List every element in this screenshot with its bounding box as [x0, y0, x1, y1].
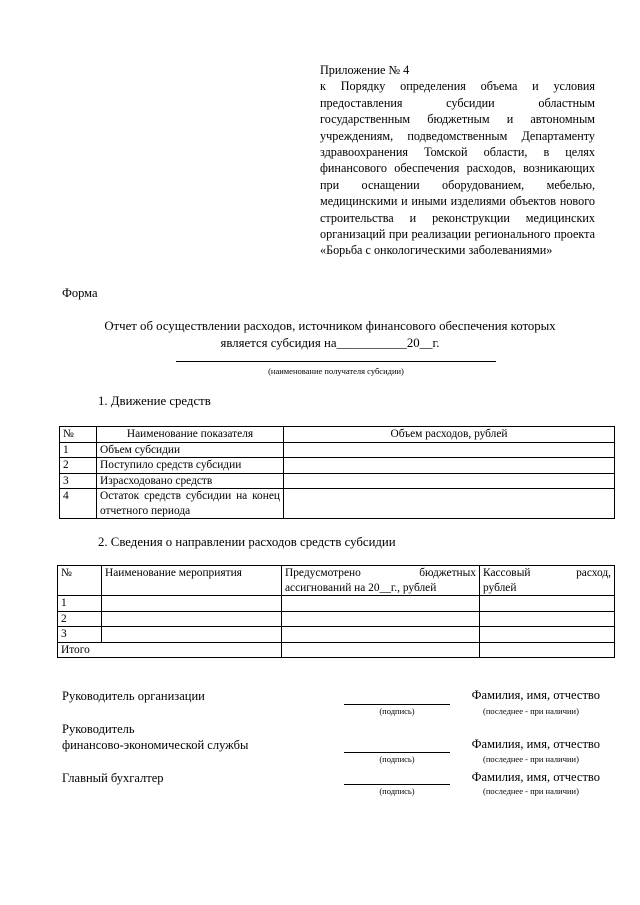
signature-label-chief-accountant: Главный бухгалтер: [62, 771, 164, 785]
total-row: [58, 642, 615, 658]
header-cash-word2: расход,: [576, 567, 611, 579]
row-num: 4: [60, 489, 97, 519]
row-name: Израсходовано средств: [97, 473, 284, 489]
recipient-name-line: [176, 361, 496, 362]
expense-directions-table: [57, 565, 615, 658]
signature-line-finance-head: [344, 752, 450, 753]
header-indicator: Наименование показателя: [97, 427, 284, 443]
row-value-cell: [284, 458, 615, 474]
fio-director: Фамилия, имя, отчество: [471, 688, 600, 702]
table-row: [60, 473, 615, 489]
signature-label-finance-head: [62, 721, 248, 753]
row-value-cell: [284, 442, 615, 458]
row-name: Объем субсидии: [97, 442, 284, 458]
fio-finance-head: Фамилия, имя, отчество: [471, 737, 600, 751]
fio-chief-accountant: Фамилия, имя, отчество: [471, 770, 600, 784]
form-label: Форма: [62, 286, 98, 300]
header-expense-volume: Объем расходов, рублей: [284, 427, 615, 443]
header-planned-word1: Предусмотрено: [285, 567, 361, 579]
table-row: [58, 596, 615, 612]
header-planned-word2: бюджетных: [419, 567, 476, 579]
row-name: Поступило средств субсидии: [97, 458, 284, 474]
header-cash-line2: рублей: [483, 581, 517, 594]
signature-caption-director: (подпись): [379, 706, 415, 716]
signature-label-finance-line1: Руководитель: [62, 722, 135, 736]
report-title-line2: является субсидия на___________20__г.: [220, 335, 440, 350]
section1-title: 1. Движение средств: [98, 394, 211, 408]
row-num: 3: [60, 473, 97, 489]
funds-movement-table: [59, 426, 615, 519]
fio-caption-chief-accountant: (последнее - при наличии): [483, 786, 579, 796]
signature-label-finance-line2: финансово-экономической службы: [62, 738, 249, 752]
header-cash-word1: Кассовый: [483, 567, 531, 579]
total-label: Итого: [58, 642, 282, 658]
section2-title: 2. Сведения о направлении расходов средств субсидии: [98, 535, 396, 549]
signature-line-director: [344, 704, 450, 705]
signature-line-chief-accountant: [344, 784, 450, 785]
signature-caption-chief-accountant: (подпись): [379, 786, 415, 796]
row-value-cell: [284, 473, 615, 489]
table-row: [60, 442, 615, 458]
row-name: Остаток средств субсидии на конец отчетного периода: [97, 489, 284, 519]
table-row: [60, 489, 615, 519]
header-cash-expense: [480, 566, 615, 596]
report-title-line1: Отчет об осуществлении расходов, источником финансового обеспечения которых: [104, 319, 556, 333]
row-num: 3: [58, 627, 102, 643]
table-row: [58, 611, 615, 627]
report-title: [60, 318, 600, 351]
row-num: 2: [60, 458, 97, 474]
table-header-row: [60, 427, 615, 443]
header-planned-budget: [282, 566, 480, 596]
header-num: №: [60, 427, 97, 443]
row-num: 2: [58, 611, 102, 627]
table-header-row: [58, 566, 615, 596]
row-num: 1: [58, 596, 102, 612]
appendix-block: [320, 62, 595, 259]
table-row: [58, 627, 615, 643]
row-value-cell: [284, 489, 615, 519]
table-row: [60, 458, 615, 474]
header-planned-line2: ассигнований на 20__г., рублей: [285, 581, 437, 594]
header-event-name: Наименование мероприятия: [102, 566, 282, 596]
appendix-number: Приложение № 4: [320, 63, 410, 77]
recipient-caption: (наименование получателя субсидии): [268, 366, 404, 376]
fio-caption-director: (последнее - при наличии): [483, 706, 579, 716]
row-num: 1: [60, 442, 97, 458]
appendix-text: к Порядку определения объема и условия предоставления субсидии областным государственным бюджетным и автономным учреждениям, подведомственным Департаменту здравоохранения Томской области, в целях финансового обеспечения расходов, возникающих при оснащении оборудованием, мебелью, медицинскими и иными изделиями объектов нового строительства и реконструкции медицинских организаций при реализации регионального проекта «Борьба с онкологическими заболеваниями»: [320, 79, 595, 258]
header-num: №: [58, 566, 102, 596]
signature-label-director: Руководитель организации: [62, 689, 205, 703]
signature-caption-finance-head: (подпись): [379, 754, 415, 764]
fio-caption-finance-head: (последнее - при наличии): [483, 754, 579, 764]
